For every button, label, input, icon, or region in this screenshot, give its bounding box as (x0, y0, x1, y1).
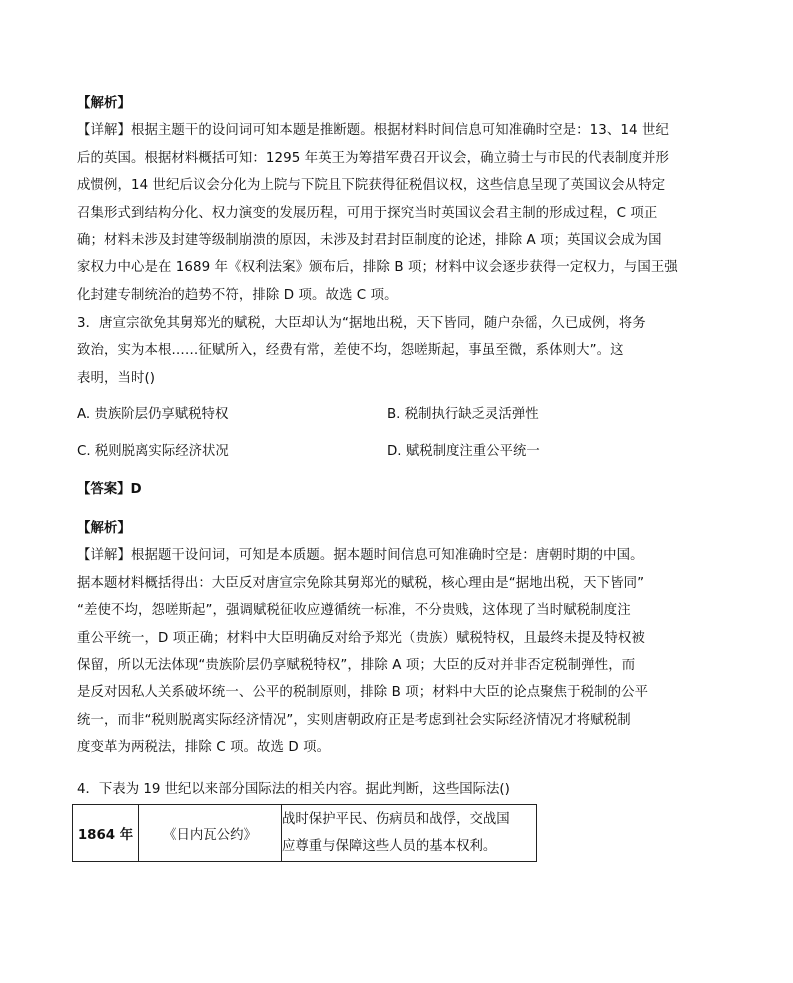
q3-stem-line: 表明，当时() (77, 370, 156, 386)
q2-analysis-line: 后的英国。根据材料概括可知：1295 年英王为筹措军费召开议会，确立骑士与市民的代表制度并形 (77, 150, 669, 166)
table-row (73, 805, 537, 862)
q3-analysis-line: 【详解】根据题干设问词，可知是本质题。据本题时间信息可知准确时空是：唐朝时期的中国。 (77, 548, 644, 564)
q3-answer: 【答案】D (77, 482, 142, 497)
q3-stem-line: 致治，实为本根……征赋所入，经费有常，差使不均，怨嗟斯起，事虽至微，系体则大”。这 (77, 343, 624, 359)
q3-stem-line: 3．唐宣宗欲免其舅郑光的赋税，大臣却认为“据地出税，天下皆同，随户杂徭，久已成例，将务 (77, 316, 646, 331)
q3-option-a[interactable]: A. 贵族阶层仍享赋税特权 (77, 407, 229, 422)
q2-analysis-line: 成惯例，14 世纪后议会分化为上院与下院且下院获得征税倡议权，这些信息呈现了英国议会从特定 (77, 178, 666, 194)
q2-analysis-line: 化封建专制统治的趋势不符，排除 D 项。故选 C 项。 (77, 287, 398, 303)
q3-option-d[interactable]: D. 赋税制度注重公平统一 (387, 444, 540, 459)
law-name-cell: 《日内瓦公约》 (139, 805, 282, 862)
q3-analysis-line: 统一，而非“税则脱离实际经济情况”，实则唐朝政府正是考虑到社会实际经济情况才将赋税制 (77, 712, 631, 728)
q3-analysis-line: 度变革为两税法，排除 C 项。故选 D 项。 (77, 740, 331, 756)
law-desc-cell (282, 805, 537, 862)
q2-analysis-heading: 【解析】 (77, 96, 131, 111)
q3-analysis-line: “差使不均，怨嗟斯起”，强调赋税征收应遵循统一标准，不分贵贱，这体现了当时赋税制度注 (77, 603, 631, 619)
q4-law-table (72, 804, 537, 862)
q3-analysis-heading: 【解析】 (77, 521, 131, 536)
q3-analysis-line: 重公平统一，D 项正确；材料中大臣明确反对给予郑光（贵族）赋税特权，且最终未提及特权被 (77, 630, 645, 646)
q2-analysis-line: 【详解】根据主题干的设问词可知本题是推断题。根据材料时间信息可知准确时空是：13、14 世纪 (77, 123, 669, 139)
law-desc-line: 应尊重与保障这些人员的基本权利。 (282, 839, 497, 854)
q3-analysis-line: 是反对因私人关系破坏统一、公平的税制原则，排除 B 项；材料中大臣的论点聚焦于税制的公平 (77, 685, 649, 701)
q3-stem (77, 310, 682, 392)
q2-analysis-line: 召集形式到结构分化、权力演变的发展历程，可用于探究当时英国议会君主制的形成过程，C 项正 (77, 205, 658, 221)
law-desc-line: 战时保护平民、伤病员和战俘，交战国 (282, 812, 510, 827)
q3-analysis-line: 据本题材料概括得出：大臣反对唐宣宗免除其舅郑光的赋税，核心理由是“据地出税，天下皆同” (77, 575, 645, 591)
q2-analysis-line: 确；材料未涉及封建等级制崩溃的原因，未涉及封君封臣制度的论述，排除 A 项；英国议会成为国 (77, 233, 662, 249)
q3-analysis-line: 保留，所以无法体现“贵族阶层仍享赋税特权”，排除 A 项；大臣的反对并非否定税制弹性，而 (77, 658, 636, 674)
q3-analysis (77, 515, 687, 762)
q2-analysis (77, 90, 687, 309)
q2-analysis-line: 家权力中心是在 1689 年《权利法案》颁布后，排除 B 项；材料中议会逐步获得一定权力，与国王强 (77, 260, 678, 276)
q3-option-b[interactable]: B. 税制执行缺乏灵活弹性 (387, 407, 539, 422)
q4-stem: 4．下表为 19 世纪以来部分国际法的相关内容。据此判断，这些国际法() (77, 782, 510, 797)
q3-option-c[interactable]: C. 税则脱离实际经济状况 (77, 444, 229, 459)
law-year-cell: 1864 年 (73, 805, 139, 862)
